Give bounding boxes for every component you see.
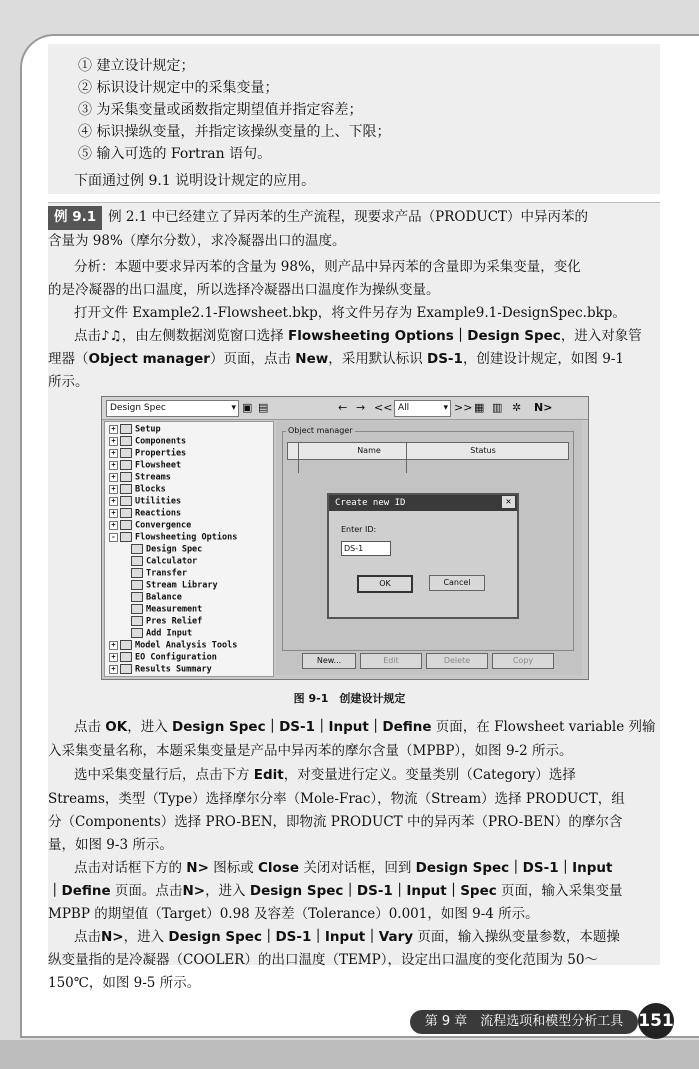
t: OK xyxy=(105,719,128,735)
back-arrow-icon[interactable]: ← xyxy=(338,401,348,414)
edit-button[interactable]: Edit xyxy=(360,653,422,669)
folder-icon xyxy=(120,424,132,434)
expand-icon[interactable]: + xyxy=(109,653,118,662)
t: 关闭对话框，回到 xyxy=(299,860,416,876)
expand-icon[interactable]: + xyxy=(109,641,118,650)
folder-icon xyxy=(131,592,143,602)
expand-icon[interactable]: + xyxy=(109,485,118,494)
expand-icon[interactable]: + xyxy=(109,497,118,506)
t: 页面，输入采集变量 xyxy=(496,883,623,899)
col-status: Status xyxy=(470,446,496,455)
step-2: ② 标识设计规定中的采集变量； xyxy=(78,80,279,96)
t: ，对变量进行定义。变量类别（Category）选择 xyxy=(283,767,576,783)
body-d-line-2: 纵变量指的是冷凝器（COOLER）的出口温度（TEMP），设定出口温度的变化范围为 50～ xyxy=(48,952,598,968)
click-line-1 xyxy=(74,325,642,349)
tree-item[interactable] xyxy=(109,496,181,507)
gear-icon[interactable]: ✲ xyxy=(512,401,522,414)
tree-item[interactable] xyxy=(109,640,237,651)
delete-button[interactable]: Delete xyxy=(426,653,488,669)
folder-icon xyxy=(120,532,132,542)
create-id-dialog xyxy=(327,493,519,619)
expand-icon[interactable]: + xyxy=(109,449,118,458)
tree-item-label: Blocks xyxy=(135,484,166,495)
folder-icon xyxy=(120,640,132,650)
body-a-line-1 xyxy=(74,716,656,740)
enter-id-input[interactable]: DS-1 xyxy=(341,541,391,556)
glasses-icon: ♪♫ xyxy=(101,328,122,344)
page-number: 151 xyxy=(638,1003,674,1039)
col-name: Name xyxy=(357,446,381,455)
t: Close xyxy=(258,860,300,876)
copy-button[interactable]: Copy xyxy=(492,653,554,669)
folder-icon xyxy=(120,520,132,530)
t: ，进入 xyxy=(127,719,173,735)
t: Design Spec｜DS-1｜Input xyxy=(415,860,613,876)
tree-item-label: Setup xyxy=(135,424,161,435)
tree-item-label: Flowsheet xyxy=(135,460,182,471)
tree-item[interactable] xyxy=(109,652,217,663)
tree-item[interactable] xyxy=(131,556,197,567)
body-c-line-2 xyxy=(48,880,623,904)
dialog-title xyxy=(329,495,517,511)
t: 页面，输入操纵变量参数，本题操 xyxy=(413,929,620,945)
t: ，进入 xyxy=(205,883,250,899)
body-b-line-1 xyxy=(74,764,576,788)
tree-item-label: Model Analysis Tools xyxy=(135,640,238,651)
example-text: 例 2.1 中已经建立了异丙苯的生产流程，现要求产品（PRODUCT）中异丙苯的 xyxy=(108,209,589,225)
collapse-icon[interactable]: - xyxy=(109,533,118,542)
tree-item[interactable] xyxy=(109,424,161,435)
cancel-button[interactable]: Cancel xyxy=(429,575,485,591)
t: Edit xyxy=(253,767,284,783)
tree-item[interactable] xyxy=(109,520,191,531)
click-text-3: ，进入对象管 xyxy=(560,328,642,344)
example-line-2: 含量为 98%（摩尔分数），求冷凝器出口的温度。 xyxy=(48,233,346,249)
nav-combo-value: Design Spec xyxy=(110,403,166,413)
object-table-header xyxy=(287,442,569,460)
click-line-2 xyxy=(48,348,624,372)
forward-arrow-icon[interactable]: → xyxy=(356,401,366,414)
aspen-screenshot xyxy=(101,396,589,680)
ok-button[interactable]: OK xyxy=(357,575,413,593)
object-manager-label: Object manager xyxy=(288,426,353,435)
folder-icon xyxy=(120,472,132,482)
tree-item[interactable] xyxy=(109,508,181,519)
tree-item-label: Transfer xyxy=(146,568,187,579)
filter-combo[interactable] xyxy=(394,400,451,417)
tree-item-label: Flowsheeting Options xyxy=(135,532,238,543)
analysis-line-2: 的是冷凝器的出口温度，所以选择冷凝器出口温度作为操纵变量。 xyxy=(48,282,440,298)
folder-icon xyxy=(131,556,143,566)
tree-item-label: Convergence xyxy=(135,520,192,531)
t: 点击 xyxy=(74,929,101,945)
path-text: Flowsheeting Options｜Design Spec xyxy=(288,328,561,344)
dialog-title-text: Create new ID xyxy=(335,498,406,508)
tree-item[interactable] xyxy=(131,592,182,603)
tree-item-label: Results Summary xyxy=(135,664,212,675)
tree-item[interactable] xyxy=(131,544,202,555)
expand-icon[interactable]: + xyxy=(109,461,118,470)
body-b-line-3: 分（Components）选择 PRO-BEN，即物流 PRODUCT 中的异丙苯（PRO-BEN）的摩尔含 xyxy=(48,814,623,830)
tree-item-label: Utilities xyxy=(135,496,182,507)
folder-icon xyxy=(120,496,132,506)
new-button[interactable]: New... xyxy=(302,653,356,669)
expand-icon[interactable]: + xyxy=(109,521,118,530)
folder-icon xyxy=(120,652,132,662)
toolbar xyxy=(102,397,588,420)
next-icon[interactable]: >> xyxy=(454,401,473,414)
folder-icon xyxy=(131,568,143,578)
t: Design Spec｜DS-1｜Input｜Spec xyxy=(249,883,497,899)
t: N> xyxy=(101,929,124,945)
folder-icon xyxy=(120,664,132,674)
t: ，进入 xyxy=(123,929,169,945)
tree-item[interactable] xyxy=(109,532,237,543)
t: 点击对话框下方的 xyxy=(74,860,187,876)
t: 点击 xyxy=(74,719,106,735)
folder-icon xyxy=(120,436,132,446)
folder-icon xyxy=(120,508,132,518)
tree-item-label: Streams xyxy=(135,472,171,483)
body-c-line-3: MPBP 的期望值（Target）0.98 及容差（Tolerance）0.001，如图 9-4 所示。 xyxy=(48,906,539,922)
print-icon[interactable]: ▥ xyxy=(492,401,503,414)
data-browser-tree xyxy=(104,421,274,677)
expand-icon[interactable]: + xyxy=(109,665,118,674)
tree-item[interactable] xyxy=(109,436,186,447)
intro-text: 下面通过例 9.1 说明设计规定的应用。 xyxy=(74,173,316,189)
folder-up-icon[interactable]: ▣ xyxy=(242,401,253,414)
click-text: 点击 xyxy=(74,328,101,344)
tree-item-label: Components xyxy=(135,436,187,447)
step-5: ⑤ 输入可选的 Fortran 语句。 xyxy=(78,146,272,162)
enter-id-label: Enter ID: xyxy=(341,525,377,534)
example-tag: 例 9.1 xyxy=(48,206,102,230)
tree-item[interactable] xyxy=(109,472,171,483)
step-4: ④ 标识操纵变量，并指定该操纵变量的上、下限； xyxy=(78,124,391,140)
footer-band xyxy=(0,1040,699,1069)
body-b-line-4: 量，如图 9-3 所示。 xyxy=(48,837,173,853)
folder-icon xyxy=(131,544,143,554)
t7: ，创建设计规定，如图 9-1 xyxy=(462,351,624,367)
tree-item-label: Stream Library xyxy=(146,580,218,591)
folder-icon xyxy=(131,616,143,626)
step-3: ③ 为采集变量或函数指定期望值并指定容差； xyxy=(78,102,363,118)
t2: Object manager xyxy=(88,351,210,367)
t4: New xyxy=(295,351,329,367)
folder-icon xyxy=(120,484,132,494)
click-line-3: 所示。 xyxy=(48,374,89,390)
body-c-line-1 xyxy=(74,857,612,881)
expand-icon[interactable]: + xyxy=(109,437,118,446)
grid-icon[interactable]: ▦ xyxy=(474,401,485,414)
chevron-down-icon: ▾ xyxy=(231,403,236,413)
folder-icon xyxy=(120,460,132,470)
click-text-2: ，由左侧数据浏览窗口选择 xyxy=(121,328,289,344)
tree-item[interactable] xyxy=(131,580,218,591)
t: 图标或 xyxy=(208,860,259,876)
figure-caption: 图 9-1 创建设计规定 xyxy=(293,692,406,705)
tree-item[interactable] xyxy=(109,664,212,675)
tree-item[interactable] xyxy=(131,604,202,615)
tree-item-label: Design Spec xyxy=(146,544,203,555)
t5: ，采用默认标识 xyxy=(328,351,427,367)
t: ｜Define xyxy=(48,883,111,899)
tree-item[interactable] xyxy=(131,628,192,639)
t: 选中采集变量行后，点击下方 xyxy=(74,767,254,783)
expand-icon[interactable]: + xyxy=(109,425,118,434)
step-1: ① 建立设计规定； xyxy=(78,58,195,74)
body-d-line-3: 150℃，如图 9-5 所示。 xyxy=(48,975,201,991)
folder-icon xyxy=(131,580,143,590)
tree-item-label: Properties xyxy=(135,448,187,459)
t: Design Spec｜DS-1｜Input｜Vary xyxy=(168,929,414,945)
tree-item-label: Pres Relief xyxy=(146,616,203,627)
t: N> xyxy=(186,860,209,876)
tree-item-label: Reactions xyxy=(135,508,182,519)
close-icon[interactable]: ✕ xyxy=(502,496,515,508)
t: 页面。点击 xyxy=(110,883,183,899)
nav-combo[interactable] xyxy=(106,400,239,417)
example-line-1 xyxy=(48,206,660,230)
filter-combo-value: All xyxy=(398,403,410,413)
tree-icon[interactable]: ▤ xyxy=(258,401,269,414)
tree-item[interactable] xyxy=(109,460,181,471)
open-file-line: 打开文件 Example2.1-Flowsheet.bkp，将文件另存为 Example9.1-DesignSpec.bkp。 xyxy=(74,305,626,321)
chapter-label: 第 9 章 流程选项和模型分析工具 xyxy=(410,1010,638,1034)
tree-item[interactable] xyxy=(131,616,202,627)
tree-item-label: Measurement xyxy=(146,604,203,615)
t: N> xyxy=(182,883,206,899)
next-required-icon[interactable]: N> xyxy=(534,401,553,414)
body-a-line-2: 入采集变量名称，本题采集变量是产品中异丙苯的摩尔含量（MPBP），如图 9-2 所示。 xyxy=(48,743,573,759)
tree-item[interactable] xyxy=(109,448,186,459)
tree-item[interactable] xyxy=(131,568,187,579)
tree-item-label: Add Input xyxy=(146,628,193,639)
t1: 理器（ xyxy=(48,351,89,367)
tree-item-label: EO Configuration xyxy=(135,652,217,663)
tree-item-label: Calculator xyxy=(146,556,198,567)
body-b-line-2: Streams，类型（Type）选择摩尔分率（Mole-Frac），物流（Stream）选择 PRODUCT，组 xyxy=(48,791,625,807)
folder-icon xyxy=(131,628,143,638)
tree-item-label: Balance xyxy=(146,592,182,603)
chevron-down-icon: ▾ xyxy=(443,403,448,413)
t: Design Spec｜DS-1｜Input｜Define xyxy=(172,719,432,735)
folder-icon xyxy=(120,448,132,458)
t3: ）页面，点击 xyxy=(209,351,296,367)
folder-icon xyxy=(131,604,143,614)
expand-icon[interactable]: + xyxy=(109,509,118,518)
steps-box xyxy=(48,44,660,194)
t6: DS-1 xyxy=(427,351,463,367)
expand-icon[interactable]: + xyxy=(109,473,118,482)
t: 页面，在 Flowsheet variable 列输 xyxy=(431,719,656,735)
body-d-line-1 xyxy=(74,926,620,950)
prev-icon[interactable]: << xyxy=(374,401,393,414)
tree-item[interactable] xyxy=(109,484,166,495)
analysis-line-1: 分析：本题中要求异丙苯的含量为 98%，则产品中异丙苯的含量即为采集变量，变化 xyxy=(74,259,581,275)
